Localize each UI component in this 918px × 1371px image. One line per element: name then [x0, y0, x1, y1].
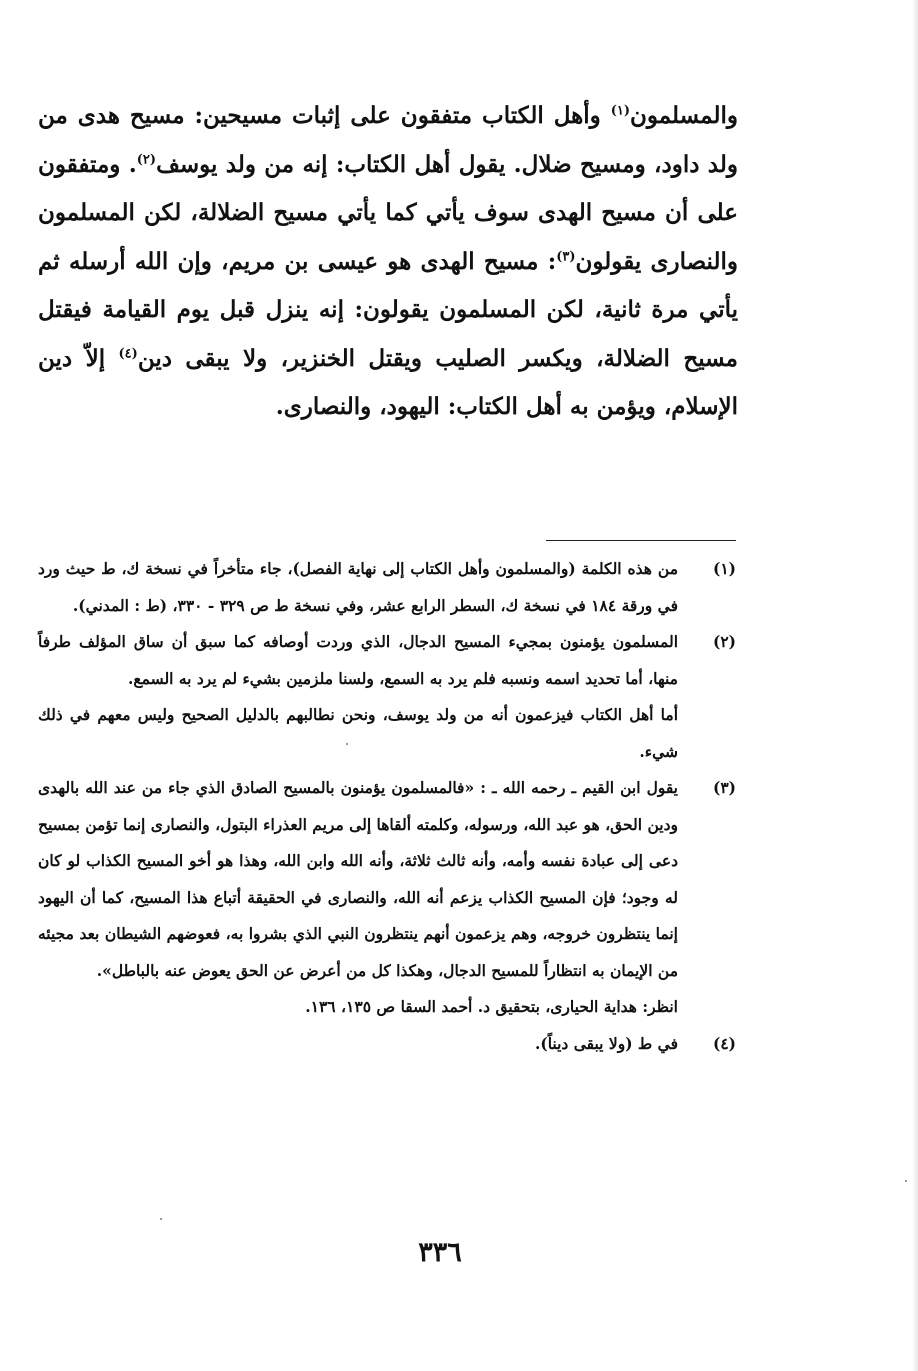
footnote-separator: [546, 540, 736, 541]
footnote-reference: (١): [610, 103, 630, 119]
footnote-number: (٢): [712, 632, 736, 651]
page-number: ٣٣٦: [418, 1237, 462, 1268]
scan-edge-shadow: [912, 0, 918, 1371]
footnote-paragraph: من هذه الكلمة (والمسلمون وأهل الكتاب إلى نهاية الفصل)، جاء متأخراً في نسخة ك، ط حيث ورد في ورقة ١٨٤ في نسخة ك، السطر الرابع عشر، وفي نسخة ط ص ٣٢٩ - ٣٣٠، (ط : المدني).: [38, 559, 678, 615]
footnotes-section: [38, 551, 736, 1062]
footnote-reference: (٤): [118, 345, 138, 361]
main-paragraph: والمسلمون$^{(١)}$ وأهل الكتاب متفقون على إثبات مسيحين: مسيح هدى من ولد داود، ومسيح ضلال. يقول أهل الكتاب: إنه من ولد يوسف$^{(٢)}$. ومتفقون على أن مسيح الهدى سوف يأتي كما يأتي مسيح الضلالة، لكن المسلمون والنصارى يقولون$^{(٣)}$: مسيح الهدى هو عيسى بن مريم، وإن الله أرسله ثم يأتي مرة ثانية، لكن المسلمون يقولون: إنه ينزل قبل يوم القيامة فيقتل مسيح الضلالة، ويكسر الصليب ويقتل الخنزير، ولا يبقى دين$^{(٤)}$ إلاّ دين الإسلام، ويؤمن به أهل الكتاب: اليهود، والنصارى.: [38, 102, 738, 420]
footnote-paragraph: في ط (ولا يبقى ديناً).: [534, 1033, 678, 1053]
footnote-reference: (٣): [556, 248, 576, 264]
scan-speck: [346, 743, 348, 745]
footnote-3: [38, 770, 736, 1026]
footnote-paragraph: انظر: هداية الحيارى، بتحقيق د. أحمد السقا ص ١٣٥، ١٣٦.: [305, 997, 678, 1016]
footnote-2: [38, 624, 736, 770]
footnote-paragraph: المسلمون يؤمنون بمجيء المسيح الدجال، الذي وردت أوصافه كما سبق أن ساق المؤلف طرفاً منها، أما تحديد اسمه ونسبه فلم يرد به السمع، ولسنا ملزمين بشيء لم يرد به السمع.: [38, 632, 678, 688]
footnote-number: (٤): [712, 1033, 736, 1053]
footnote-4: [38, 1026, 736, 1063]
scan-speck: [160, 1218, 162, 1220]
footnote-number: (١): [712, 559, 736, 578]
footnote-body: [38, 551, 678, 624]
footnote-body: [38, 770, 678, 1026]
footnote-number: (٣): [712, 778, 736, 797]
footnote-reference: (٢): [136, 151, 157, 167]
footnote-paragraph: أما أهل الكتاب فيزعمون أنه من ولد يوسف، ونحن نطالبهم بالدليل الصحيح وليس معهم في ذلك شيء.: [38, 705, 678, 761]
footnote-1: [38, 551, 736, 624]
footnote-body: [38, 1026, 678, 1063]
footnote-body: [38, 624, 678, 770]
scan-speck: [905, 1180, 907, 1182]
footnote-paragraph: يقول ابن القيم ـ رحمه الله ـ : «فالمسلمون يؤمنون بالمسيح الصادق الذي جاء من عند الله بالهدى ودين الحق، هو عبد الله، ورسوله، وكلمته ألقاها إلى مريم العذراء البتول، والنصارى إنما تؤمن بمسيح دعى إلى عبادة نفسه وأمه، وأنه ثالث ثلاثة، وأنه الله وابن الله، وهذا هو أخو المسيح الكذاب لو كان له وجود؛ فإن المسيح الكذاب يزعم أنه الله، والنصارى في الحقيقة أتباع هذا المسيح، كما أن اليهود إنما ينتظرون خروجه، وهم يزعمون أنهم ينتظرون النبي الذي بشروا به، فعوضهم الشيطان بعد مجيئه من الإيمان به انتظاراً للمسيح الدجال، وهكذا كل من أعرض عن الحق يعوض عنه بالباطل».: [38, 778, 678, 980]
main-text-block: [38, 92, 738, 432]
